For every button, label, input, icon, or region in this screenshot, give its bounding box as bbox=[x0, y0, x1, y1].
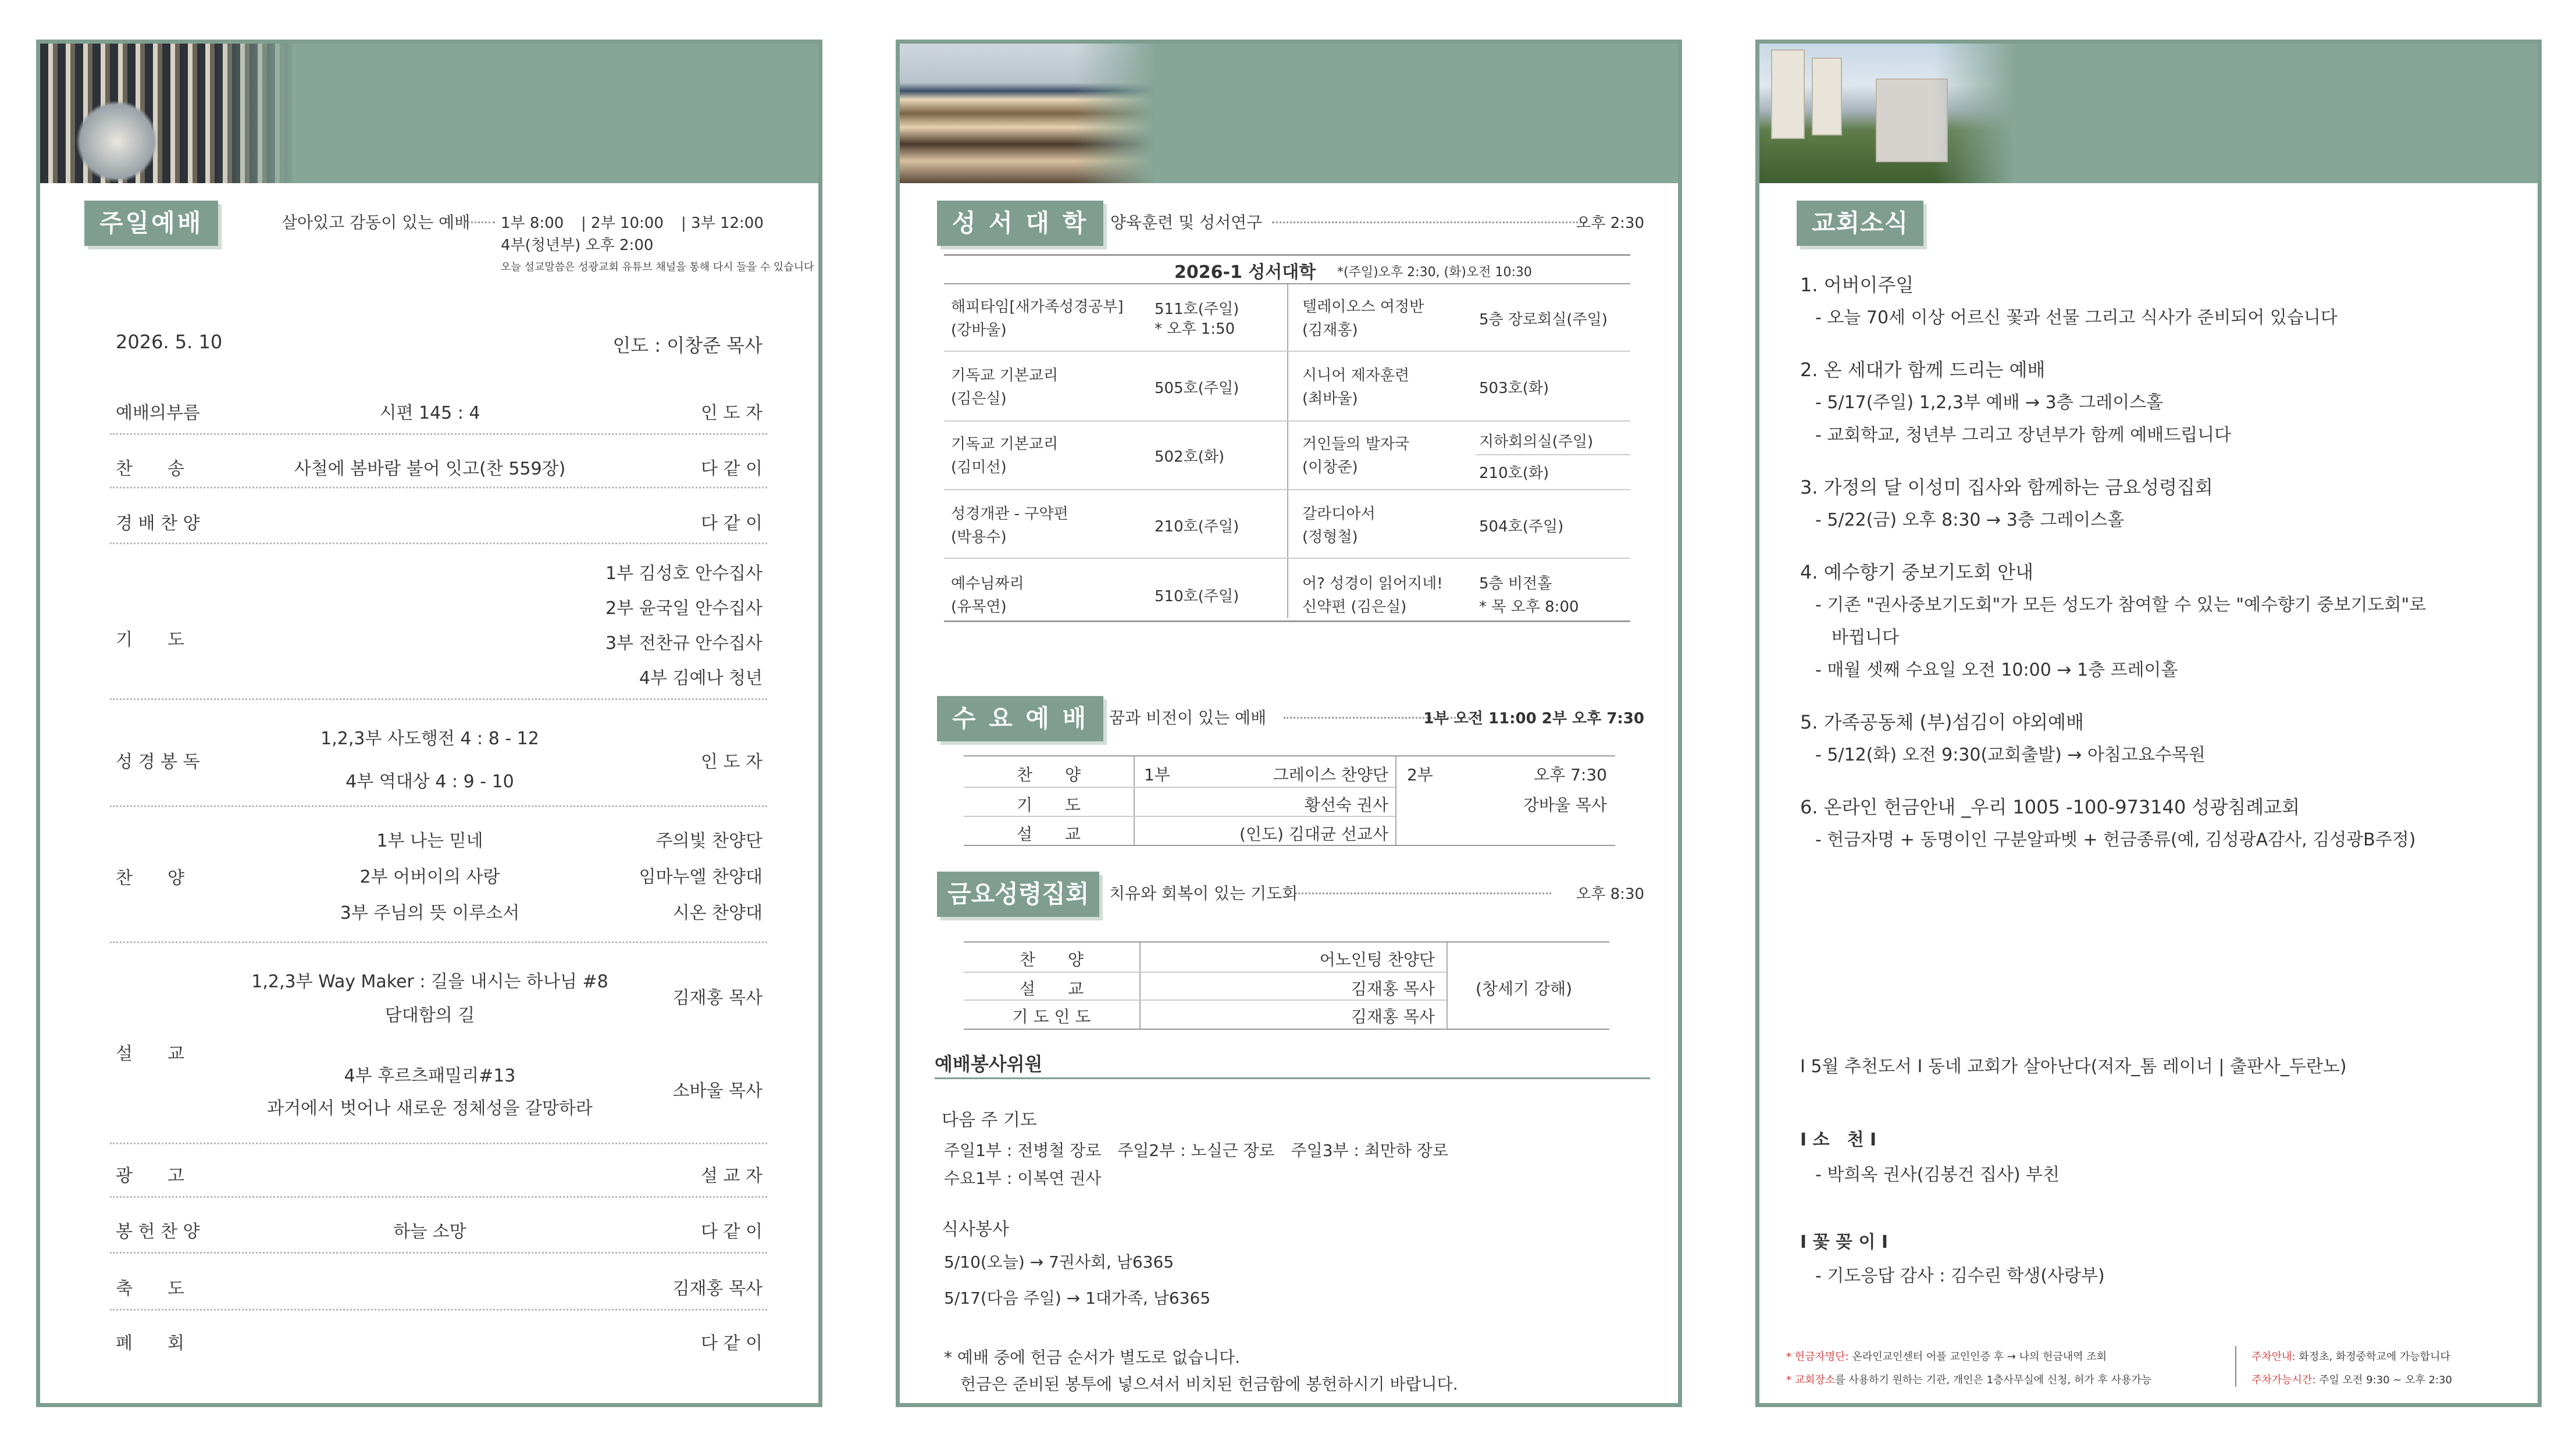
class-room: 502호(화) bbox=[1155, 448, 1225, 466]
news-detail: 바뀝니다 bbox=[1832, 627, 1899, 648]
youtube-note: 오늘 설교말씀은 성광교회 유튜브 채널을 통해 다시 들을 수 있습니다 bbox=[501, 261, 814, 273]
footer-parking-1 bbox=[2251, 1348, 2450, 1364]
news-title: 1. 어버이주일 bbox=[1800, 274, 1914, 296]
divider bbox=[110, 1309, 767, 1311]
order-item-person: 인 도 자 bbox=[700, 403, 763, 423]
order-item-name: 성 경 봉 독 bbox=[116, 752, 200, 772]
class-name: 시니어 제자훈련 bbox=[1302, 367, 1410, 384]
order-item-name: 기 도 bbox=[116, 630, 184, 650]
class-teacher: (김미선) bbox=[951, 459, 1007, 476]
order-item-content: 시편 145 : 4 bbox=[379, 403, 480, 423]
class-time: * 오후 1:50 bbox=[1155, 320, 1235, 338]
group-photo bbox=[900, 44, 1156, 183]
table-rule bbox=[964, 1029, 1609, 1030]
news-detail: - 헌금자명 + 동명이인 구분알파벳 + 헌금종류(예, 김성광A감사, 김성광B주정) bbox=[1815, 830, 2416, 850]
time: 오후 2:30 bbox=[1576, 215, 1644, 232]
footer-label: 주차가능시간: bbox=[2251, 1374, 2316, 1386]
preacher: 김재홍 목사 bbox=[672, 988, 763, 1008]
news-detail: - 5/22(금) 오후 8:30 → 3층 그레이스홀 bbox=[1815, 510, 2125, 530]
news-title: 2. 온 세대가 함께 드리는 예배 bbox=[1800, 359, 2046, 381]
wed-person: 그레이스 찬양단 bbox=[1273, 765, 1388, 784]
footer-text: 를 사용하기 원하는 기관, 개인은 1층사무실에 신청, 허가 후 사용가능 bbox=[1835, 1374, 2152, 1386]
table-top-rule bbox=[944, 254, 1630, 256]
condolence-title: I 소 천 I bbox=[1800, 1130, 1877, 1150]
panel-sunday-worship bbox=[36, 40, 822, 1407]
divider bbox=[110, 542, 767, 544]
table-divider bbox=[1446, 943, 1448, 1029]
scripture: 4부 역대상 4 : 9 - 10 bbox=[345, 772, 514, 792]
order-item-name: 설 교 bbox=[116, 1044, 184, 1064]
choir-song: 2부 어버이의 사랑 bbox=[359, 867, 500, 887]
building bbox=[1812, 58, 1842, 135]
footer-note-2 bbox=[1786, 1372, 2151, 1387]
table-rule bbox=[964, 755, 1615, 756]
news-detail: - 매월 셋째 수요일 오전 10:00 → 1층 프레이홀 bbox=[1815, 660, 2178, 680]
class-teacher: (정형철) bbox=[1302, 529, 1358, 546]
order-item-person: 다 같 이 bbox=[700, 1333, 763, 1354]
table-rule bbox=[964, 941, 1609, 943]
fri-item: 기 도 인 도 bbox=[1012, 1007, 1091, 1026]
choir-name: 임마누엘 찬양대 bbox=[639, 867, 763, 887]
footer-text: 화정초, 화정중학교에 가능합니다 bbox=[2299, 1351, 2450, 1363]
sanctuary-photo bbox=[40, 44, 296, 183]
order-item-name: 봉 헌 찬 양 bbox=[116, 1222, 200, 1242]
wed-person: (인도) 김대균 선교사 bbox=[1239, 824, 1388, 844]
class-teacher: (강바울) bbox=[951, 322, 1007, 339]
service-date: 2026. 5. 10 bbox=[116, 331, 223, 353]
banner bbox=[900, 44, 1678, 183]
order-item-person: 김재홍 목사 bbox=[672, 1279, 763, 1299]
class-teacher: (박용수) bbox=[951, 529, 1007, 546]
class-room: 503호(화) bbox=[1479, 380, 1549, 397]
row-rule bbox=[944, 420, 1630, 422]
fri-series: (창세기 강해) bbox=[1476, 979, 1572, 998]
offering-note: 헌금은 준비된 봉투에 넣으셔서 비치된 헌금함에 봉헌하시기 바랍니다. bbox=[960, 1375, 1458, 1394]
table-divider bbox=[1395, 756, 1396, 845]
class-room: 210호(화) bbox=[1479, 465, 1549, 482]
footer-text: 주일 오전 9:30 ~ 오후 2:30 bbox=[2319, 1374, 2453, 1386]
service-committee-title: 예배봉사위원 bbox=[935, 1053, 1043, 1075]
order-item-name: 폐 회 bbox=[116, 1333, 184, 1354]
order-item-content: 하늘 소망 bbox=[393, 1222, 466, 1242]
order-item-name: 찬 송 bbox=[116, 459, 184, 479]
class-time: * 목 오후 8:00 bbox=[1479, 598, 1579, 616]
time-3: | 3부 12:00 bbox=[681, 215, 764, 232]
meal-title: 식사봉사 bbox=[942, 1219, 1009, 1240]
class-name: 갈라디아서 bbox=[1302, 505, 1376, 523]
row-rule bbox=[944, 351, 1630, 352]
class-room: 5층 장로회실(주일) bbox=[1479, 311, 1608, 329]
footer-note-1 bbox=[1786, 1348, 2107, 1364]
banner bbox=[40, 44, 818, 183]
row-rule bbox=[964, 972, 1446, 973]
wed-person: 강바울 목사 bbox=[1523, 795, 1607, 815]
table-bottom-rule bbox=[944, 620, 1630, 622]
news-title: 4. 예수향기 중보기도회 안내 bbox=[1800, 561, 2034, 583]
prayer-list: 주일1부 : 전병철 장로 주일2부 : 노실근 장로 주일3부 : 최만하 장로 bbox=[944, 1141, 1449, 1160]
class-room: 지하회의실(주일) bbox=[1479, 433, 1594, 451]
section-label: 성 서 대 학 bbox=[937, 201, 1103, 246]
class-teacher: (김은실) bbox=[951, 390, 1007, 408]
table-divider bbox=[1134, 756, 1135, 845]
subtitle: 치유와 회복이 있는 기도회 bbox=[1109, 884, 1298, 903]
news-title: 3. 가정의 달 이성미 집사와 함께하는 금요성령집회 bbox=[1800, 476, 2213, 498]
table-subtitle: *(주일)오후 2:30, (화)오전 10:30 bbox=[1337, 265, 1532, 280]
choir-name: 시온 찬양대 bbox=[672, 903, 763, 923]
class-room: 511호(주일) bbox=[1155, 301, 1239, 318]
choir-song: 1부 나는 믿네 bbox=[376, 831, 483, 851]
wed-item: 설 교 bbox=[1016, 824, 1081, 844]
cell-rule bbox=[1476, 454, 1630, 455]
flower-title: I 꽃 꽂 이 I bbox=[1800, 1232, 1889, 1252]
footer-parking-2 bbox=[2251, 1372, 2452, 1387]
row-rule bbox=[944, 489, 1630, 490]
class-teacher: (이창준) bbox=[1302, 459, 1358, 476]
meal-item: 5/10(오늘) → 7권사회, 남6365 bbox=[944, 1252, 1174, 1272]
divider bbox=[110, 487, 767, 488]
order-item-person: 인 도 자 bbox=[700, 752, 763, 772]
leader-dots bbox=[460, 222, 495, 223]
class-teacher: (최바울) bbox=[1302, 390, 1358, 408]
news-detail: - 기존 "권사중보기도회"가 모든 성도가 참여할 수 있는 "예수향기 중보기도회"로 bbox=[1815, 595, 2427, 615]
flower-detail: - 기도응답 감사 : 김수린 학생(사랑부) bbox=[1815, 1266, 2105, 1286]
fri-item: 찬 양 bbox=[1019, 950, 1084, 969]
time-4: 4부(청년부) 오후 2:00 bbox=[501, 237, 654, 254]
section-label: 금요성령집회 bbox=[937, 872, 1099, 917]
fri-person: 김재홍 목사 bbox=[1351, 979, 1435, 998]
wed-time: 오후 7:30 bbox=[1534, 765, 1607, 784]
divider bbox=[110, 1252, 767, 1254]
panel-bible-college bbox=[896, 40, 1682, 1407]
class-name: 거인들의 발자국 bbox=[1302, 436, 1410, 453]
class-name: 예수님짜리 bbox=[951, 575, 1024, 592]
order-item-person: 다 같 이 bbox=[700, 459, 763, 479]
order-item-person: 다 같 이 bbox=[700, 1222, 763, 1242]
leader-dots bbox=[1295, 893, 1551, 894]
wed-item: 기 도 bbox=[1016, 795, 1081, 815]
table-divider bbox=[1139, 943, 1141, 1029]
prayer-person: 1부 김성호 안수집사 bbox=[605, 563, 763, 584]
sermon-subtitle: 과거에서 벗어나 새로운 정체성을 갈망하라 bbox=[267, 1098, 593, 1119]
choir-song: 3부 주님의 뜻 이루소서 bbox=[340, 903, 520, 923]
divider bbox=[110, 1143, 767, 1144]
wed-item: 찬 양 bbox=[1016, 765, 1081, 784]
building bbox=[1771, 49, 1805, 139]
section-rule bbox=[935, 1077, 1650, 1079]
order-item-name: 예배의부름 bbox=[116, 403, 200, 423]
divider bbox=[110, 698, 767, 700]
preacher: 소바울 목사 bbox=[672, 1081, 763, 1101]
prayer-list: 수요1부 : 이복연 권사 bbox=[944, 1169, 1102, 1188]
banner bbox=[1759, 44, 2538, 183]
prayer-person: 3부 전찬규 안수집사 bbox=[605, 633, 763, 654]
class-room: 504호(주일) bbox=[1479, 518, 1564, 536]
section-label: 수 요 예 배 bbox=[937, 696, 1103, 741]
class-name: 텔레이오스 여정반 bbox=[1302, 298, 1424, 316]
scripture: 1,2,3부 사도행전 4 : 8 - 12 bbox=[320, 729, 539, 749]
time-2: | 2부 10:00 bbox=[581, 215, 664, 232]
order-item-person: 다 같 이 bbox=[700, 513, 763, 534]
row-rule bbox=[964, 816, 1395, 817]
subtitle: 꿈과 비전이 있는 예배 bbox=[1109, 708, 1267, 727]
news-detail: - 5/17(주일) 1,2,3부 예배 → 3층 그레이스홀 bbox=[1815, 392, 2164, 413]
class-room: 510호(주일) bbox=[1155, 588, 1239, 605]
footer-label: * 교회장소 bbox=[1786, 1374, 1836, 1386]
order-item-name: 축 도 bbox=[116, 1279, 184, 1299]
prayer-title: 다음 주 기도 bbox=[942, 1110, 1037, 1130]
footer-label: * 헌금자명단: bbox=[1786, 1351, 1849, 1363]
table-title: 2026-1 성서대학 bbox=[1174, 262, 1316, 283]
time: 1부 오전 11:00 2부 오후 7:30 bbox=[1423, 710, 1644, 727]
footer-divider bbox=[2235, 1346, 2236, 1387]
news-title: 6. 온라인 헌금안내 _우리 1005 -100-973140 성광침례교회 bbox=[1800, 796, 2300, 818]
class-teacher: (김재홍) bbox=[1302, 322, 1358, 339]
class-name: 성경개관 - 구약편 bbox=[951, 505, 1068, 523]
wed-part: 2부 bbox=[1407, 765, 1433, 784]
table-rule bbox=[964, 845, 1615, 846]
wed-person: 황선숙 권사 bbox=[1304, 795, 1388, 815]
meal-item: 5/17(다음 주일) → 1대가족, 남6365 bbox=[944, 1288, 1211, 1308]
section-label: 교회소식 bbox=[1797, 201, 1923, 246]
news-title: 5. 가족공동체 (부)섬김이 야외예배 bbox=[1800, 711, 2084, 733]
choir-name: 주의빛 찬양단 bbox=[655, 831, 763, 851]
divider bbox=[110, 941, 767, 943]
time-1: 1부 8:00 bbox=[501, 215, 564, 232]
order-item-name: 찬 양 bbox=[116, 868, 184, 888]
class-teacher: (유목연) bbox=[951, 598, 1007, 616]
leader-dots bbox=[1272, 222, 1586, 223]
class-teacher: 신약편 (김은실) bbox=[1302, 598, 1407, 616]
order-item-name: 경 배 찬 양 bbox=[116, 513, 200, 534]
row-rule bbox=[964, 1000, 1446, 1001]
order-item-name: 광 고 bbox=[116, 1166, 184, 1186]
row-rule bbox=[944, 558, 1630, 559]
building bbox=[1876, 78, 1948, 162]
row-rule bbox=[964, 787, 1395, 788]
divider bbox=[110, 433, 767, 435]
class-room: 505호(주일) bbox=[1155, 380, 1239, 397]
offering-note: * 예배 중에 헌금 순서가 별도로 없습니다. bbox=[944, 1348, 1241, 1367]
class-name: 어? 성경이 읽어지네! bbox=[1302, 575, 1443, 592]
footer-label: 주차안내: bbox=[2251, 1351, 2296, 1363]
news-detail: - 오늘 70세 이상 어르신 꽃과 선물 그리고 식사가 준비되어 있습니다 bbox=[1815, 308, 2338, 328]
class-name: 기독교 기본교리 bbox=[951, 367, 1059, 384]
news-detail: - 교회학교, 청년부 그리고 장년부가 함께 예배드립니다 bbox=[1815, 425, 2232, 445]
prayer-person: 2부 윤국일 안수집사 bbox=[605, 598, 763, 619]
time: 오후 8:30 bbox=[1576, 886, 1644, 903]
subtitle: 살아있고 감동이 있는 예배 bbox=[282, 213, 471, 232]
order-item-content: 사철에 봄바람 불어 잇고(찬 559장) bbox=[294, 459, 566, 479]
table-divider bbox=[1287, 284, 1288, 618]
order-item-person: 설 교 자 bbox=[700, 1166, 763, 1186]
church-building-photo bbox=[1759, 44, 2015, 183]
sermon-title: 4부 후르츠패밀리#13 bbox=[344, 1066, 516, 1086]
sermon-title: 1,2,3부 Way Maker : 길을 내시는 하나님 #8 bbox=[251, 972, 608, 992]
prayer-person: 4부 김예나 청년 bbox=[639, 668, 763, 688]
wed-part: 1부 bbox=[1144, 765, 1170, 784]
subtitle: 양육훈련 및 성서연구 bbox=[1110, 213, 1263, 232]
class-room: 5층 비전홀 bbox=[1479, 575, 1552, 592]
fri-item: 설 교 bbox=[1019, 979, 1084, 998]
section-label: 주일예배 bbox=[84, 201, 218, 246]
recommended-book: I 5월 추천도서 I 동네 교회가 살아난다(저자_톰 레이너 | 출판사_두란노) bbox=[1800, 1056, 2347, 1077]
footer-text: 온라인교인센터 어플 교인인증 후 → 나의 헌금내역 조회 bbox=[1852, 1351, 2107, 1363]
class-name: 해피타임[새가족성경공부] bbox=[951, 298, 1124, 316]
class-room: 210호(주일) bbox=[1155, 518, 1239, 536]
fri-person: 어노인팅 찬양단 bbox=[1319, 950, 1435, 969]
panel-church-news bbox=[1755, 40, 2542, 1407]
fri-person: 김재홍 목사 bbox=[1351, 1007, 1435, 1026]
service-leader: 인도 : 이창준 목사 bbox=[612, 334, 763, 356]
news-detail: - 5/12(화) 오전 9:30(교회출발) → 아침고요수목원 bbox=[1815, 745, 2206, 765]
sermon-subtitle: 담대함의 길 bbox=[384, 1005, 475, 1026]
class-name: 기독교 기본교리 bbox=[951, 436, 1059, 453]
condolence-detail: - 박희옥 권사(김봉건 집사) 부친 bbox=[1815, 1165, 2060, 1185]
divider bbox=[110, 805, 767, 807]
divider bbox=[110, 1196, 767, 1198]
